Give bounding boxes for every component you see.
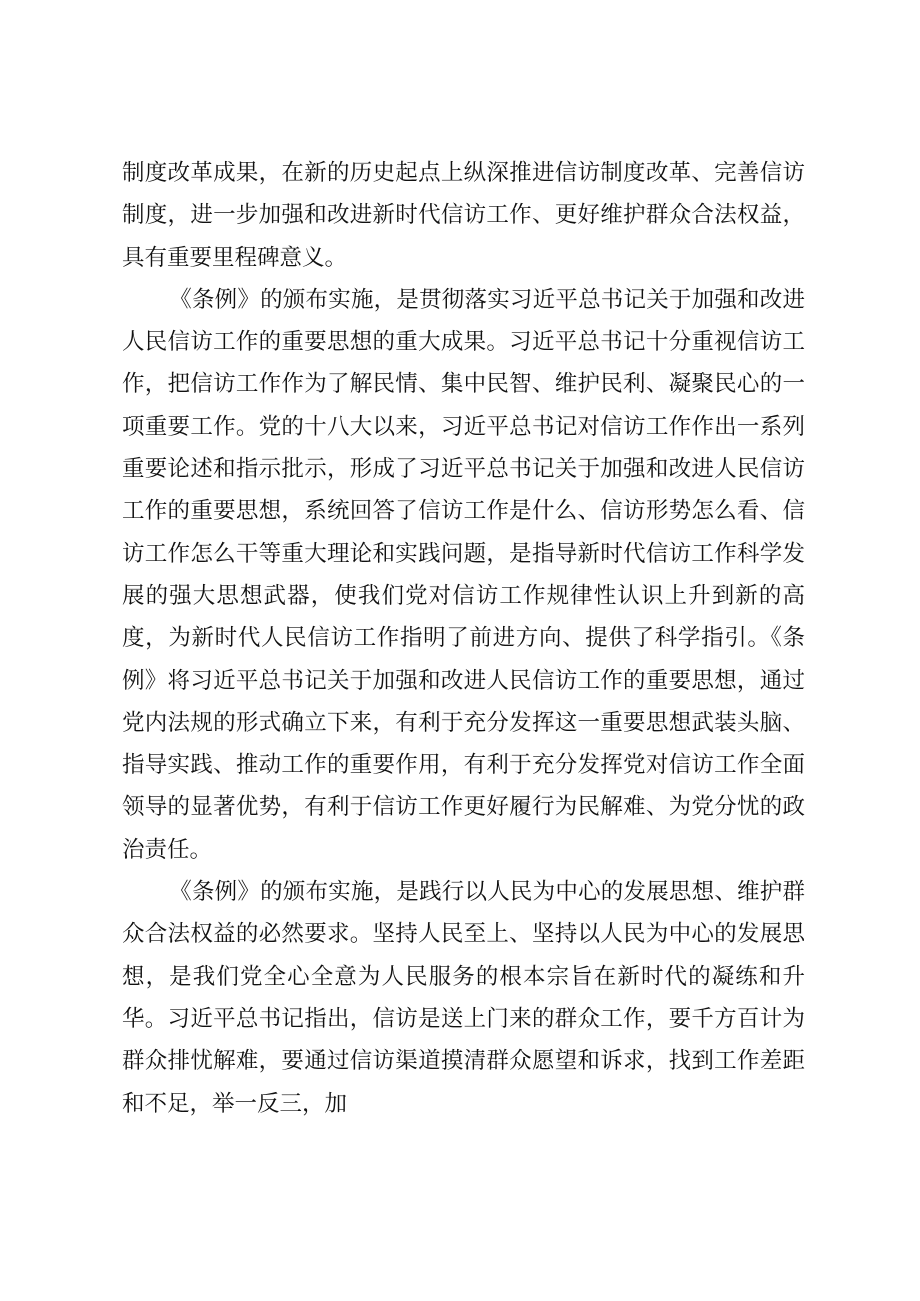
paragraph-people-centered: 《条例》的颁布实施，是践行以人民为中心的发展思想、维护群众合法权益的必然要求。坚持人民至上、坚持以人民为中心的发展思想，是我们党全心全意为人民服务的根本宗旨在新时代的凝练和升华。习近平总书记指出，信访是送上门来的群众工作，要千方百计为群众排忧解难，要通过信访渠道摸清群众愿望和诉求，找到工作差距和不足，举一反三，加 <box>122 879 805 1117</box>
paragraph-continuation: 制度改革成果，在新的历史起点上纵深推进信访制度改革、完善信访制度，进一步加强和改进新时代信访工作、更好维护群众合法权益，具有重要里程碑意义。 <box>122 160 805 271</box>
body-text <box>122 152 805 1125</box>
paragraph-regulation-thought: 《条例》的颁布实施，是贯彻落实习近平总书记关于加强和改进人民信访工作的重要思想的重大成果。习近平总书记十分重视信访工作，把信访工作作为了解民情、集中民智、维护民利、凝聚民心的一项重要工作。党的十八大以来，习近平总书记对信访工作作出一系列重要论述和指示批示，形成了习近平总书记关于加强和改进人民信访工作的重要思想，系统回答了信访工作是什么、信访形势怎么看、信访工作怎么干等重大理论和实践问题，是指导新时代信访工作科学发展的强大思想武器，使我们党对信访工作规律性认识上升到新的高度，为新时代人民信访工作指明了前进方向、提供了科学指引。《条例》将习近平总书记关于加强和改进人民信访工作的重要思想，通过党内法规的形式确立下来，有利于充分发挥这一重要思想武装头脑、指导实践、推动工作的重要作用，有利于充分发挥党对信访工作全面领导的显著优势，有利于信访工作更好履行为民解难、为党分忧的政治责任。 <box>122 286 805 863</box>
